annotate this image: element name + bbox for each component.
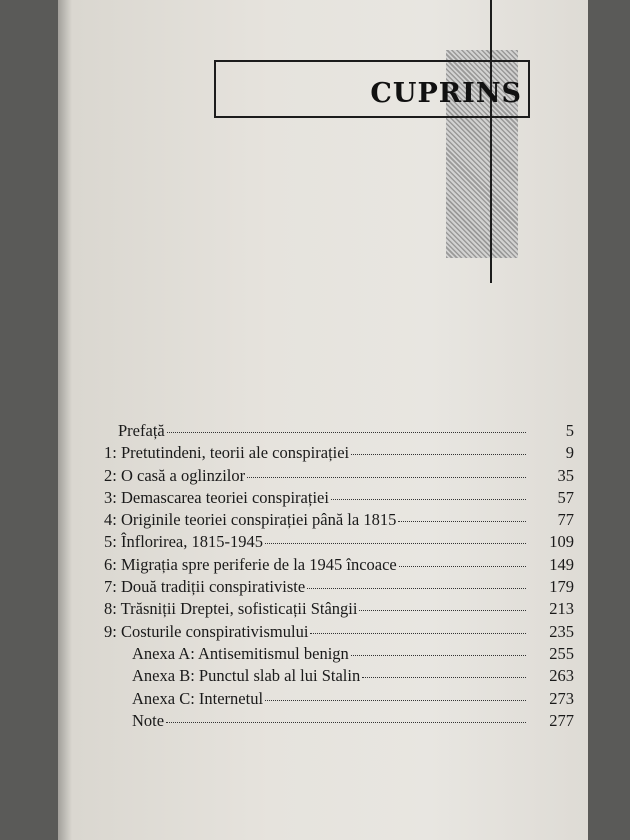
toc-entry xyxy=(104,465,574,487)
toc-entry-label: 4: Originile teoriei conspirației până la 1815 xyxy=(104,510,397,530)
toc-entry xyxy=(104,576,574,598)
toc-entry-page: 77 xyxy=(557,510,574,530)
toc-entry-label: 6: Migrația spre periferie de la 1945 încoace xyxy=(104,554,397,574)
dot-leader xyxy=(331,493,526,500)
toc-entry-label: Anexa B: Punctul slab al lui Stalin xyxy=(132,666,361,686)
dot-leader xyxy=(265,537,526,544)
gutter-shadow xyxy=(58,0,72,840)
dot-leader xyxy=(167,426,526,433)
toc-entry xyxy=(104,643,574,665)
heading-frame xyxy=(214,60,530,118)
table-of-contents xyxy=(104,420,574,732)
toc-entry xyxy=(104,621,574,643)
toc-entry-page: 213 xyxy=(549,599,574,619)
dot-leader xyxy=(307,582,526,589)
dot-leader xyxy=(351,649,526,656)
dot-leader xyxy=(265,694,526,701)
toc-entry-page: 5 xyxy=(565,421,574,440)
toc-entry-label: 3: Demascarea teoriei conspirației xyxy=(104,487,329,507)
toc-entry xyxy=(104,531,574,553)
toc-entry xyxy=(104,442,574,464)
toc-entry-label: 9: Costurile conspirativismului xyxy=(104,621,309,641)
toc-entry xyxy=(104,420,574,442)
toc-entry-label: Anexa A: Antisemitismul benign xyxy=(132,643,349,663)
toc-entry-label: 1: Pretutindeni, teorii ale conspirației xyxy=(104,443,350,463)
toc-entry xyxy=(104,509,574,531)
toc-entry-page: 109 xyxy=(549,532,574,552)
toc-entry-page: 9 xyxy=(565,443,574,463)
toc-entry-label: 7: Două tradiții conspirativiste xyxy=(104,577,306,597)
toc-entry xyxy=(104,710,574,732)
vertical-rule xyxy=(490,0,492,283)
dot-leader xyxy=(166,716,526,723)
toc-entry-page: 179 xyxy=(549,577,574,597)
dot-leader xyxy=(247,471,526,478)
page-title: CUPRINS xyxy=(370,78,522,109)
toc-entry xyxy=(104,598,574,620)
toc-entry-page: 149 xyxy=(549,554,574,574)
toc-entry xyxy=(104,554,574,576)
book-page xyxy=(58,0,588,840)
toc-entry-label: 8: Trăsniții Dreptei, sofisticații Stângii xyxy=(104,599,358,619)
dot-leader xyxy=(310,627,526,634)
toc-entry-label: Anexa C: Internetul xyxy=(132,688,264,708)
toc-entry-page: 263 xyxy=(549,666,574,686)
toc-entry-page: 277 xyxy=(549,710,574,730)
toc-entry-page: 57 xyxy=(557,487,574,507)
dot-leader xyxy=(399,560,526,567)
toc-entry-page: 273 xyxy=(549,688,574,708)
dot-leader xyxy=(359,604,526,611)
toc-entry-label: 5: Înflorirea, 1815-1945 xyxy=(104,532,263,552)
toc-entry xyxy=(104,487,574,509)
toc-entry xyxy=(104,688,574,710)
toc-entry xyxy=(104,665,574,687)
toc-entry-label: Note xyxy=(132,710,165,730)
toc-entry-page: 255 xyxy=(549,643,574,663)
toc-entry-label: Prefață xyxy=(118,421,165,440)
toc-entry-label: 2: O casă a oglinzilor xyxy=(104,465,246,485)
toc-entry-page: 235 xyxy=(549,621,574,641)
toc-entry-page: 35 xyxy=(557,465,574,485)
dot-leader xyxy=(362,671,526,678)
dot-leader xyxy=(351,448,526,455)
dot-leader xyxy=(398,515,526,522)
